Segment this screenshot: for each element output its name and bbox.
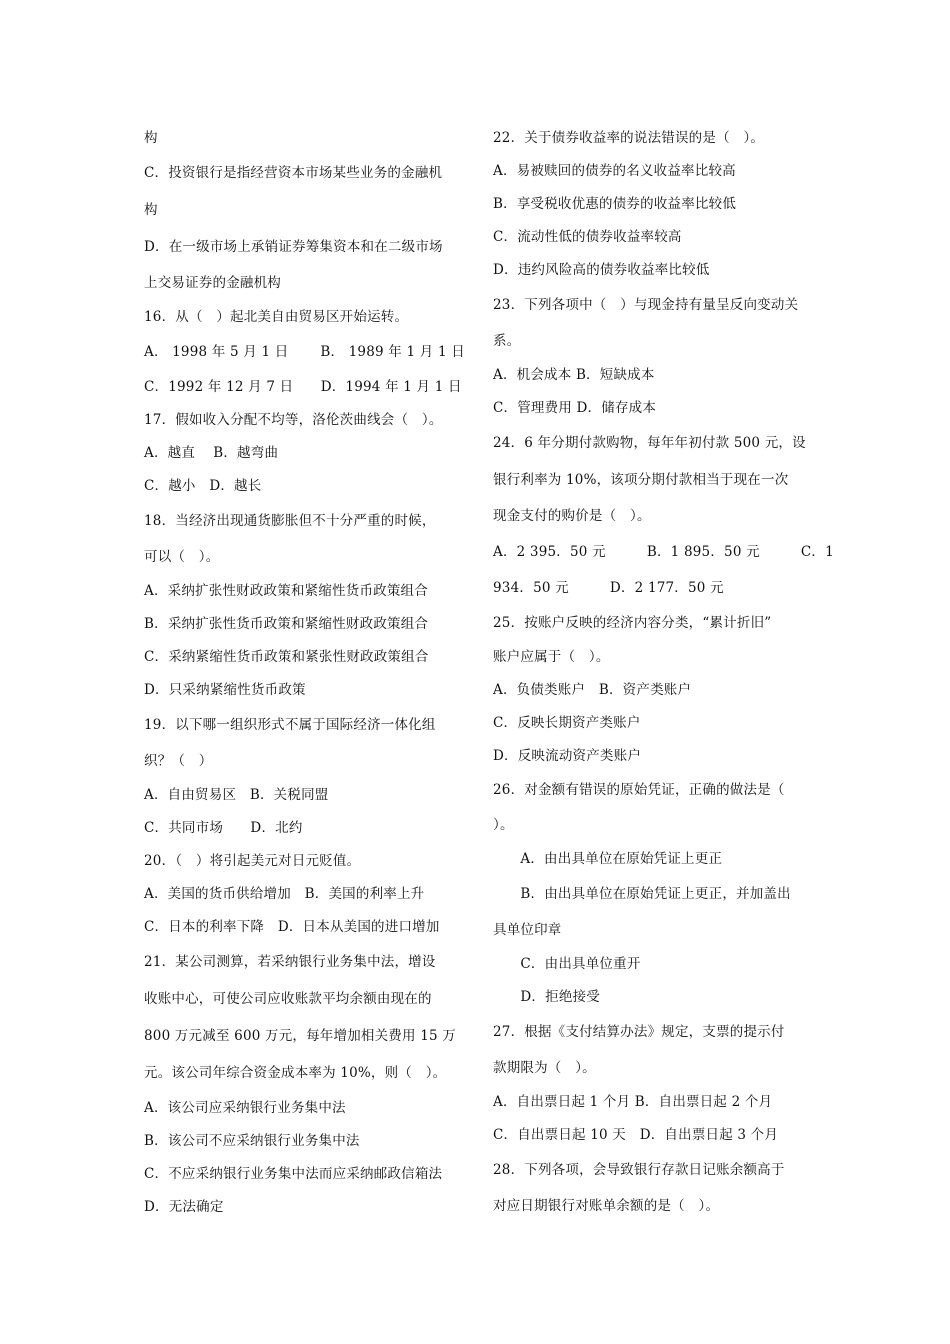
- text-line: 元。该公司年综合资金成本率为 10%，则（ ）。: [144, 1065, 447, 1081]
- question-21-option-d: D．无法确定: [144, 1199, 224, 1215]
- question-26-option-d: D．拒绝接受: [493, 989, 600, 1005]
- question-27: 27．根据《支付结算办法》规定，支票的提示付: [493, 1024, 785, 1040]
- question-21-option-b: B．该公司不应采纳银行业务集中法: [144, 1133, 360, 1149]
- question-25-option-d: D．反映流动资产类账户: [493, 748, 642, 764]
- text-line: 现金支付的购价是（ ）。: [493, 508, 651, 524]
- question-24: 24．6 年分期付款购物，每年年初付款 500 元，设: [493, 435, 806, 451]
- question-22-option-d: D．违约风险高的债券收益率比较低: [493, 262, 710, 278]
- text-line: 上交易证券的金融机构: [144, 275, 281, 291]
- question-20-options-ab: A．美国的货币供给增加 B．美国的利率上升: [144, 886, 425, 902]
- text-line: 具单位印章: [493, 922, 562, 938]
- text-line: D．在一级市场上承销证券筹集资本和在二级市场: [144, 239, 443, 255]
- question-22-option-b: B．享受税收优惠的债券的收益率比较低: [493, 196, 737, 212]
- question-24-options: A．2 395．50 元 B．1 895．50 元 C．1: [493, 544, 834, 560]
- question-26-option-b: B．由出具单位在原始凭证上更正，并加盖出: [493, 886, 791, 902]
- question-25-option-c: C．反映长期资产类账户: [493, 715, 641, 731]
- question-20-options-cd: C．日本的利率下降 D．日本从美国的进口增加: [144, 919, 440, 935]
- text-line: C．投资银行是指经营资本市场某些业务的金融机: [144, 165, 443, 181]
- question-23: 23．下列各项中（ ）与现金持有量呈反向变动关: [493, 297, 799, 313]
- text-line: 构: [144, 202, 158, 218]
- question-18-option-d: D．只采纳紧缩性货币政策: [144, 682, 306, 698]
- question-21-option-a: A．该公司应采纳银行业务集中法: [144, 1100, 346, 1116]
- text-line: 银行利率为 10%，该项分期付款相当于现在一次: [493, 472, 789, 488]
- question-18-option-b: B．采纳扩张性货币政策和紧缩性财政政策组合: [144, 616, 429, 632]
- question-23-options-cd: C．管理费用 D．储存成本: [493, 400, 657, 416]
- question-25-options-ab: A．负债类账户 B．资产类账户: [493, 682, 692, 698]
- question-16-options-ab: A． 1998 年 5 月 1 日 B． 1989 年 1 月 1 日: [144, 344, 465, 360]
- question-27-options-cd: C．自出票日起 10 天 D．自出票日起 3 个月: [493, 1127, 779, 1143]
- question-21: 21．某公司测算，若采纳银行业务集中法，增设: [144, 954, 436, 970]
- question-21-option-c: C．不应采纳银行业务集中法而应采纳邮政信箱法: [144, 1166, 443, 1182]
- text-line: 款期限为（ ）。: [493, 1060, 596, 1076]
- question-26: 26．对金额有错误的原始凭证，正确的做法是（: [493, 782, 785, 798]
- question-26-option-c: C．由出具单位重开: [493, 956, 641, 972]
- question-18-option-c: C．采纳紧缩性货币政策和紧张性财政政策组合: [144, 649, 429, 665]
- question-19-options-cd: C．共同市场 D．北约: [144, 820, 303, 836]
- left-column: [144, 122, 465, 1224]
- question-17-options-ab: A．越直 B．越弯曲: [144, 445, 279, 461]
- text-line: 934．50 元 D．2 177．50 元: [493, 580, 724, 596]
- text-line: ）。: [493, 817, 514, 833]
- question-18: 18．当经济出现通货膨胀但不十分严重的时候，: [144, 513, 436, 529]
- question-16: 16．从（ ）起北美自由贸易区开始运转。: [144, 309, 409, 325]
- question-17-options-cd: C．越小 D．越长: [144, 478, 262, 494]
- question-28: 28．下列各项，会导致银行存款日记账余额高于: [493, 1162, 785, 1178]
- question-16-options-cd: C．1992 年 12 月 7 日 D．1994 年 1 月 1 日: [144, 379, 462, 395]
- question-26-option-a: A．由出具单位在原始凭证上更正: [493, 851, 723, 867]
- question-17: 17．假如收入分配不均等，洛伦茨曲线会（ ）。: [144, 412, 443, 428]
- question-22: 22．关于债券收益率的说法错误的是（ ）。: [493, 130, 765, 146]
- question-18-option-a: A．采纳扩张性财政政策和紧缩性货币政策组合: [144, 583, 428, 599]
- question-23-options-ab: A．机会成本 B．短缺成本: [493, 367, 655, 383]
- text-line: 织？（ ）: [144, 753, 213, 769]
- text-line: 账户应属于（ ）。: [493, 649, 610, 665]
- text-line: 构: [144, 130, 158, 146]
- question-19: 19．以下哪一组织形式不属于国际经济一体化组: [144, 717, 436, 733]
- text-line: 800 万元减至 600 万元，每年增加相关费用 15 万: [144, 1028, 456, 1044]
- question-20: 20．（ ）将引起美元对日元贬值。: [144, 853, 361, 869]
- text-line: 系。: [493, 333, 521, 349]
- question-19-options-ab: A．自由贸易区 B．关税同盟: [144, 787, 329, 803]
- question-27-options-ab: A．自出票日起 1 个月 B．自出票日起 2 个月: [493, 1094, 773, 1110]
- text-line: 对应日期银行对账单余额的是（ ）。: [493, 1198, 720, 1214]
- right-column: [493, 122, 834, 1224]
- text-line: 可以（ ）。: [144, 549, 220, 565]
- question-22-option-a: A．易被赎回的债券的名义收益率比较高: [493, 163, 736, 179]
- text-line: 收账中心，可使公司应收账款平均余额由现在的: [144, 991, 432, 1007]
- question-25: 25．按账户反映的经济内容分类，“累计折旧”: [493, 615, 772, 631]
- question-22-option-c: C．流动性低的债券收益率较高: [493, 229, 682, 245]
